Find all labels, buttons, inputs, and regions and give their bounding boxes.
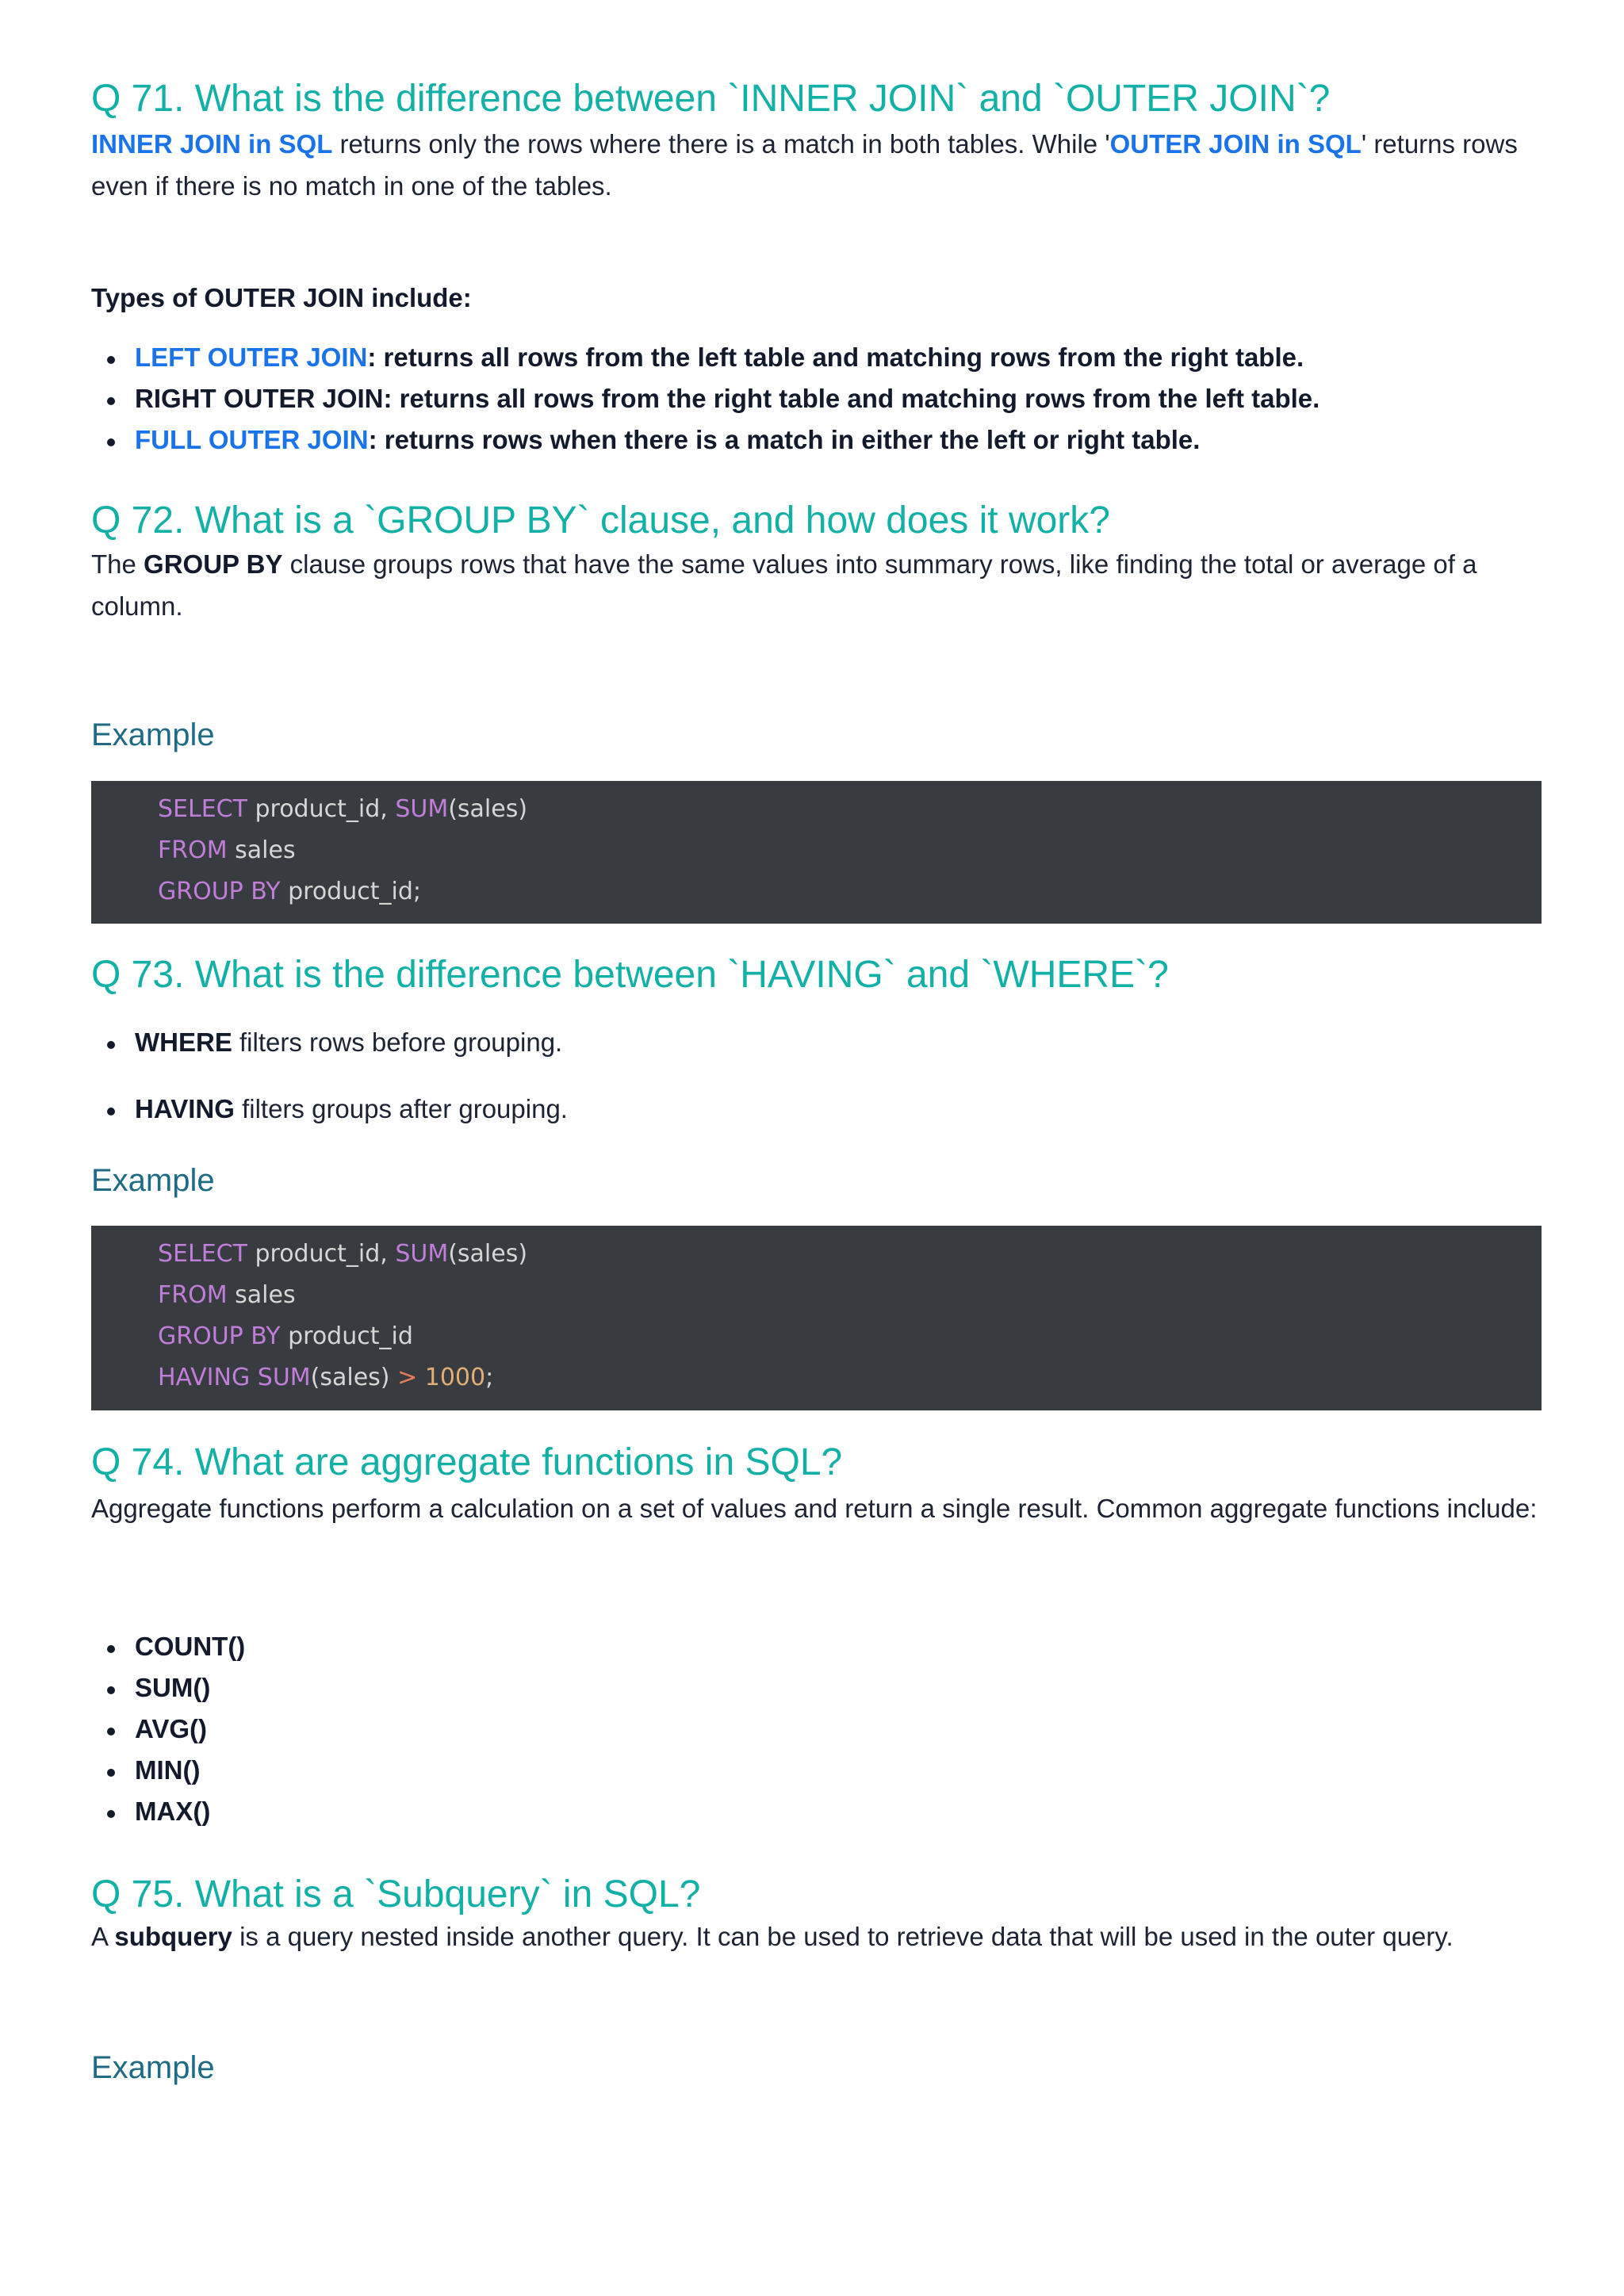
- q75-paragraph: [91, 1915, 1542, 1957]
- q72-example-label: Example: [91, 718, 215, 752]
- aggregate-functions-list: [91, 1626, 1542, 1832]
- q72-title: Q 72. What is a `GROUP BY` clause, and how does it work?: [91, 499, 1110, 541]
- q71-text-2: ' returns rows even if there is no match in one of the tables.: [91, 129, 1518, 201]
- list-item-text: filters rows before grouping.: [232, 1027, 563, 1057]
- q75-text-pre: A: [91, 1922, 115, 1951]
- list-item: [91, 1750, 1542, 1791]
- left-outer-join-link[interactable]: LEFT OUTER JOIN: [135, 342, 368, 372]
- list-item-text: : returns all rows from the left table and matching rows from the right table.: [367, 342, 1304, 372]
- q73-example-label: Example: [91, 1163, 215, 1198]
- bullet: [107, 1769, 115, 1777]
- list-item-text: RIGHT OUTER JOIN: returns all rows from the right table and matching rows from the left table.: [135, 384, 1320, 413]
- bullet: [107, 1728, 115, 1735]
- list-item-text: AVG(): [135, 1714, 208, 1743]
- code-line: GROUP BY product_id: [158, 1322, 413, 1350]
- bullet: [107, 1041, 115, 1049]
- q72-text-post: clause groups rows that have the same values into summary rows, like finding the total or average of a column.: [91, 549, 1477, 621]
- q75-text-bold: subquery: [114, 1922, 232, 1951]
- code-line: FROM sales: [158, 836, 296, 864]
- having-keyword: HAVING: [135, 1094, 235, 1123]
- bullet: [107, 1108, 115, 1115]
- bullet: [107, 1645, 115, 1653]
- bullet: [107, 356, 115, 364]
- list-item: [91, 337, 1542, 378]
- code-line: SELECT product_id, SUM(sales): [158, 1240, 528, 1268]
- code-line: HAVING SUM(sales) > 1000;: [158, 1364, 494, 1391]
- list-item: [91, 1667, 1542, 1709]
- q72-paragraph: [91, 543, 1542, 627]
- list-item: [91, 1626, 1542, 1667]
- list-item-text: : returns rows when there is a match in either the left or right table.: [368, 425, 1201, 454]
- q72-text-pre: The: [91, 549, 144, 579]
- q71-paragraph: [91, 123, 1542, 207]
- q73-code-block: [91, 1226, 1542, 1410]
- q74-paragraph: Aggregate functions perform a calculation on a set of values and return a single result. Common aggregate functions include:: [91, 1494, 1538, 1523]
- bullet: [107, 438, 115, 446]
- outer-join-types-list: [91, 337, 1542, 461]
- full-outer-join-link[interactable]: FULL OUTER JOIN: [135, 425, 369, 454]
- list-item: [91, 1709, 1542, 1750]
- bullet: [107, 1810, 115, 1818]
- q75-title: Q 75. What is a `Subquery` in SQL?: [91, 1873, 701, 1915]
- q74-title: Q 74. What are aggregate functions in SQL?: [91, 1441, 843, 1483]
- code-line: SELECT product_id, SUM(sales): [158, 795, 528, 823]
- code-line: FROM sales: [158, 1281, 296, 1309]
- list-item: [91, 1791, 1542, 1832]
- list-item: [91, 378, 1542, 419]
- list-item-text: COUNT(): [135, 1632, 246, 1661]
- bullet: [107, 1686, 115, 1694]
- list-item: [91, 1019, 1542, 1066]
- code-line: GROUP BY product_id;: [158, 878, 421, 905]
- list-item-text: MIN(): [135, 1755, 201, 1785]
- list-item-text: SUM(): [135, 1673, 211, 1702]
- q71-text-1: returns only the rows where there is a match in both tables. While ': [332, 129, 1110, 159]
- q72-code-block: [91, 781, 1542, 924]
- list-item-text: MAX(): [135, 1797, 211, 1826]
- list-item: [91, 1085, 1542, 1133]
- inner-join-link[interactable]: INNER JOIN in SQL: [91, 129, 333, 159]
- list-item-text: filters groups after grouping.: [234, 1094, 568, 1123]
- q71-title: Q 71. What is the difference between `INNER JOIN` and `OUTER JOIN`?: [91, 78, 1331, 120]
- outer-join-types-heading: Types of OUTER JOIN include:: [91, 283, 472, 312]
- q75-example-label: Example: [91, 2050, 215, 2085]
- outer-join-link[interactable]: OUTER JOIN in SQL: [1109, 129, 1362, 159]
- q72-text-bold: GROUP BY: [144, 549, 283, 579]
- q75-text-post: is a query nested inside another query. It can be used to retrieve data that will be used in the outer query.: [232, 1922, 1454, 1951]
- bullet: [107, 397, 115, 405]
- q73-title: Q 73. What is the difference between `HAVING` and `WHERE`?: [91, 954, 1169, 996]
- list-item: [91, 419, 1542, 461]
- q73-list: [91, 1019, 1542, 1133]
- where-keyword: WHERE: [135, 1027, 232, 1057]
